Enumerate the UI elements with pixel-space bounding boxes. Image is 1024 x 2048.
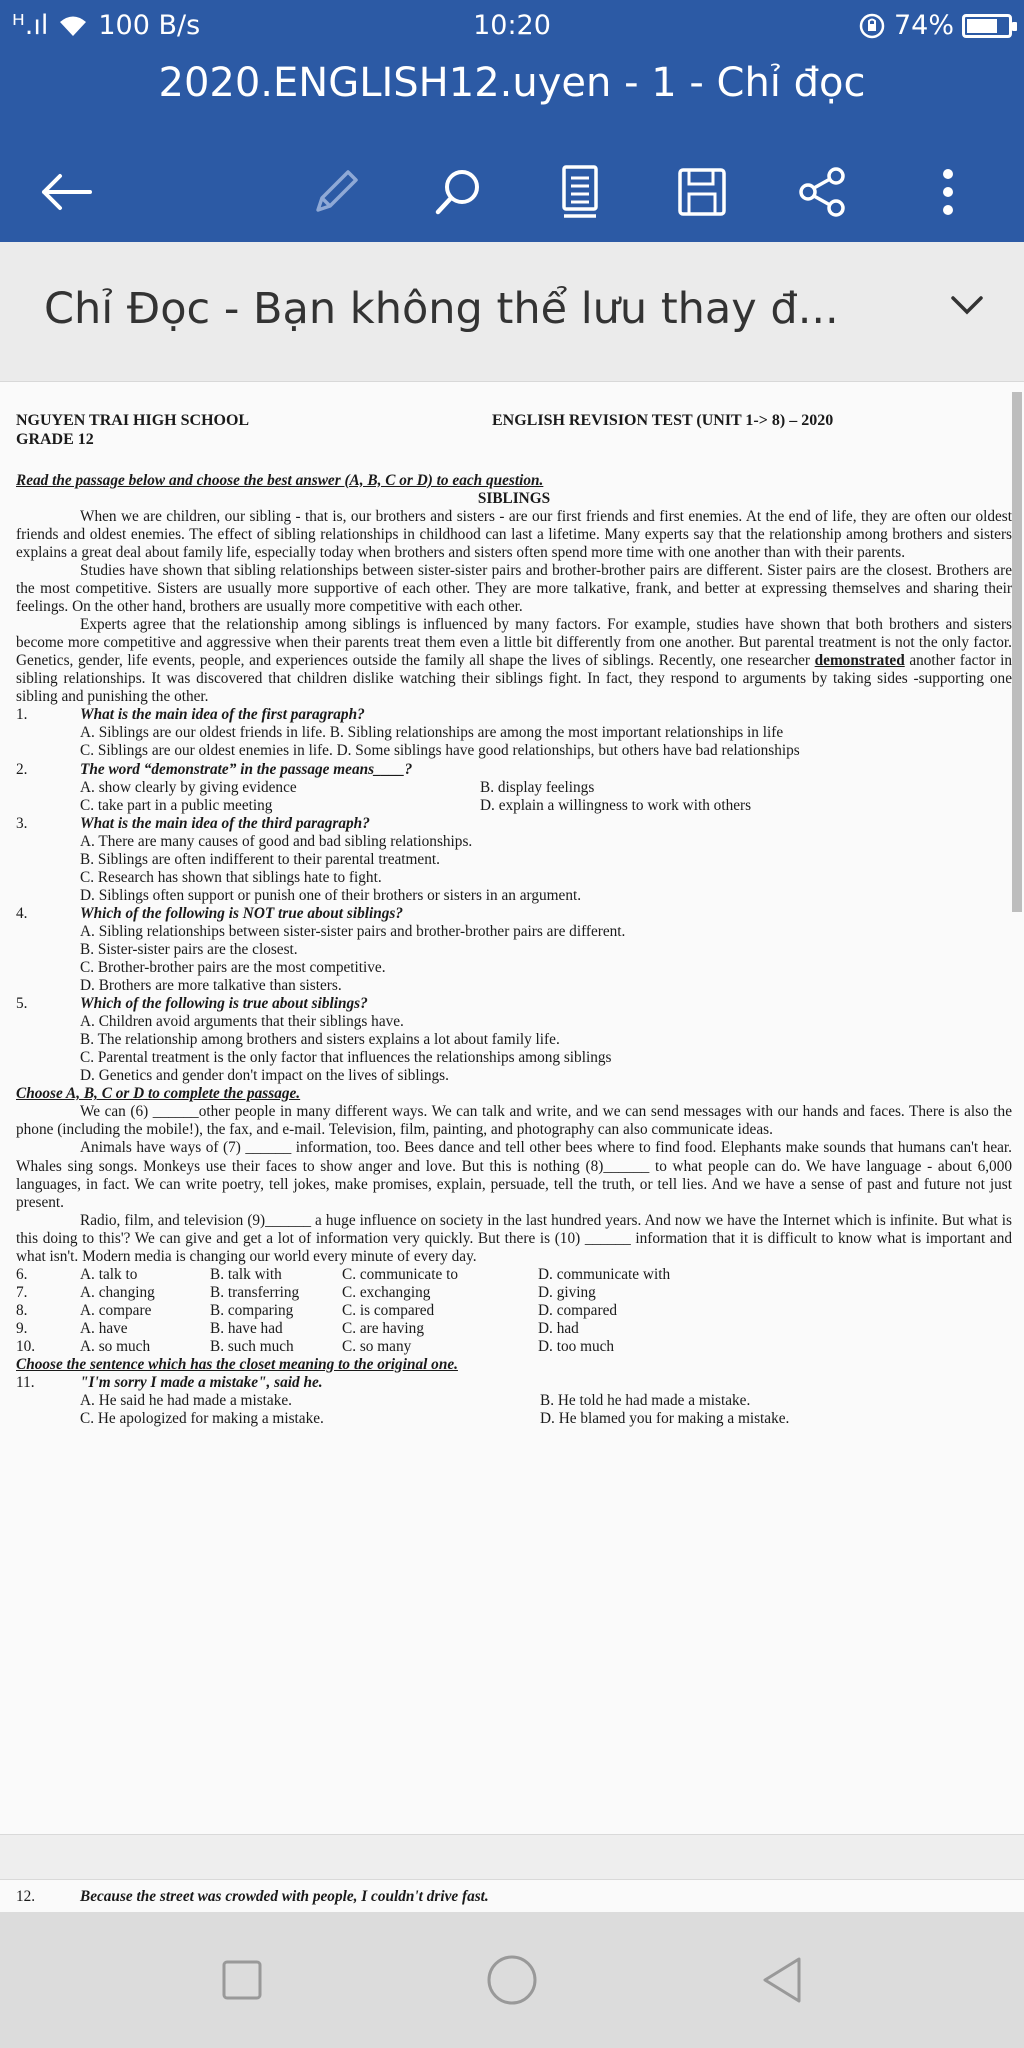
- school-name: NGUYEN TRAI HIGH SCHOOL: [16, 412, 250, 429]
- q3-option-d: D. Siblings often support or punish one of their brothers or sisters in an argument.: [80, 886, 582, 904]
- status-right: [858, 10, 1012, 41]
- document-page[interactable]: [0, 382, 1024, 1912]
- question-3: 3. What is the main idea of the third paragraph?: [16, 814, 370, 832]
- search-button[interactable]: [418, 152, 498, 232]
- back-button[interactable]: [26, 152, 106, 232]
- q5-option-d: D. Genetics and gender don't impact on the lives of siblings.: [80, 1067, 449, 1085]
- search-icon: [432, 166, 484, 218]
- scroll-indicator[interactable]: [1012, 392, 1022, 912]
- document-content: [16, 412, 1012, 1428]
- question-11: 11. "I'm sorry I made a mistake", said he.: [16, 1374, 323, 1392]
- question-2: 2. The word “demonstrate” in the passage means____?: [16, 760, 413, 778]
- share-button[interactable]: [782, 152, 862, 232]
- read-only-banner[interactable]: [0, 242, 1024, 382]
- grade-label: GRADE 12: [16, 430, 94, 448]
- status-bar: [0, 0, 1024, 52]
- q11-options-row2: C. He apologized for making a mistake. D. He blamed you for making a mistake.: [80, 1410, 790, 1428]
- q4-option-c: C. Brother-brother pairs are the most competitive.: [80, 959, 386, 977]
- instruction-rewrite: Choose the sentence which has the closet meaning to the original one.: [16, 1356, 458, 1374]
- edit-button[interactable]: [296, 152, 376, 232]
- q3-option-c: C. Research has shown that siblings hate to fight.: [80, 868, 382, 886]
- q2-options-row2: C. take part in a public meeting D. explain a willingness to work with others: [80, 796, 752, 814]
- instruction-cloze: Choose A, B, C or D to complete the passage.: [16, 1085, 301, 1103]
- question-1: 1. What is the main idea of the first paragraph?: [16, 706, 365, 724]
- q5-option-b: B. The relationship among brothers and sisters explains a lot about family life.: [80, 1031, 560, 1049]
- read-only-message: Chỉ Đọc - Bạn không thể lưu thay đ...: [44, 284, 839, 334]
- triangle-back-icon: [759, 1955, 805, 2005]
- battery-fill: [967, 19, 997, 33]
- save-button[interactable]: [662, 152, 742, 232]
- q11-options-row1: A. He said he had made a mistake. B. He told he had made a mistake.: [80, 1392, 751, 1410]
- recents-button[interactable]: [212, 1950, 272, 2010]
- battery-percent: 74%: [893, 10, 954, 41]
- network-speed: 100 B/s: [98, 10, 201, 41]
- circle-icon: [485, 1953, 539, 2007]
- document-view-icon: [560, 164, 600, 220]
- choice-row-6: 6. A. talk to B. talk with C. communicate to D. communicate with: [16, 1265, 671, 1283]
- choice-row-10: 10. A. so much B. such much C. so many D. too much: [16, 1338, 615, 1355]
- q4-option-d: D. Brothers are more talkative than sisters.: [80, 977, 342, 995]
- more-vertical-icon: [940, 166, 956, 218]
- cloze-paragraph-3: Radio, film, and television (9)______ a huge influence on society in the last hundred years. And now we have the Internet which is infinite. But what is this doing to this'? We can give and get a lot of information very quickly. But there is (10) ______ information that it is difficult to know what is important and what isn't. Modern media is changing our world every minute of every day.: [16, 1211, 1012, 1265]
- cloze-paragraph-2: Animals have ways of (7) ______ information, too. Bees dance and tell other bees where to find food. Elephants make sounds that humans can't hear. Whales sing songs. Monkeys use their faces to show anger and love. But this is nothing (8)______ to what people can do. We have language - about 6,000 languages, in fact. We can write poetry, tell jokes, make promises, explain, persuade, tell the truth, or tell lies. And we have a sense of past and future not just present.: [16, 1139, 1012, 1211]
- q3-option-b: B. Siblings are often indifferent to their parental treatment.: [80, 850, 440, 868]
- signal-icon: ᴴ.ıl: [12, 10, 49, 41]
- highlight-word: demonstrated: [814, 652, 905, 670]
- cloze-paragraph-1: We can (6) ______other people in many different ways. We can talk and write, and we can send messages with our hands and faces. There is also the phone (including the mobile!), the fax, and e-mail. Television, film, painting, and photography can also communicate ideas.: [16, 1103, 1012, 1139]
- q4-option-b: B. Sister-sister pairs are the closest.: [80, 940, 298, 958]
- q5-option-a: A. Children avoid arguments that their siblings have.: [80, 1013, 404, 1031]
- q5-option-c: C. Parental treatment is the only factor that influences the relationships among siblings: [80, 1049, 612, 1067]
- choice-row-7: 7. A. changing B. transferring C. exchanging D. giving: [16, 1283, 596, 1301]
- q3-option-a: A. There are many causes of good and bad sibling relationships.: [80, 832, 473, 850]
- back-nav-button[interactable]: [752, 1950, 812, 2010]
- chevron-down-icon[interactable]: [950, 294, 984, 316]
- question-12: 12. Because the street was crowded with people, I couldn't drive fast.: [16, 1888, 489, 1905]
- instruction-reading: Read the passage below and choose the best answer (A, B, C or D) to each question.: [16, 471, 544, 489]
- q1-options-cd: C. Siblings are our oldest enemies in life. D. Some siblings have good relationships, but others have bad relationships: [80, 742, 800, 760]
- question-5: 5. Which of the following is true about siblings?: [16, 995, 368, 1013]
- app-header: [0, 52, 1024, 242]
- paragraph-2: Studies have shown that sibling relationships between sister-sister pairs and brother-brother pairs are different. Sister pairs are the closest. Brothers are the most competitive. Sisters are usually more supportive of each other. They are more talkative, frank, and better at expressing themselves and sharing their feelings. On the other hand, brothers are usually more competitive with each other.: [16, 561, 1012, 616]
- q2-options-row1: A. show clearly by giving evidence B. display feelings: [80, 778, 595, 796]
- choice-row-9: 9. A. have B. have had C. are having D. had: [16, 1319, 579, 1337]
- arrow-left-icon: [38, 172, 94, 212]
- home-button[interactable]: [482, 1950, 542, 2010]
- document-title: 2020.ENGLISH12.uyen - 1 - Chỉ đọc: [158, 60, 866, 106]
- status-time: 10:20: [473, 10, 551, 41]
- document-header: [16, 412, 1012, 450]
- q4-option-a: A. Sibling relationships between sister-sister pairs and brother-brother pairs are different.: [80, 922, 626, 940]
- paragraph-1: When we are children, our sibling - that is, our brothers and sisters - are our first friends and first enemies. At the end of life, they are often our oldest friends and oldest enemies. The effect of sibling relationships in childhood can last a lifetime. Many experts say that the relationship among brothers and sisters explains a great deal about family life, especially today when brothers and sisters often spend more time with one another than with their parents.: [16, 507, 1012, 561]
- rotation-lock-icon: [858, 12, 886, 40]
- more-options-button[interactable]: [908, 152, 988, 232]
- q1-options-ab: A. Siblings are our oldest friends in life. B. Sibling relationships are among the most important relationships in life: [80, 724, 784, 742]
- question-4: 4. Which of the following is NOT true about siblings?: [16, 904, 403, 922]
- passage-title: SIBLINGS: [477, 489, 551, 507]
- system-nav-bar: [0, 1912, 1024, 2048]
- save-icon: [676, 166, 728, 218]
- choice-row-8: 8. A. compare B. comparing C. is compared D. compared: [16, 1301, 618, 1319]
- pencil-icon: [310, 166, 362, 218]
- paragraph-3: Experts agree that the relationship among siblings is influenced by many factors. For example, studies have shown that both brothers and sisters become more competitive and aggressive when their parents treat them even a little bit differently from one another. But parental treatment is not the only factor. Genetics, gender, life events, people, and experiences outside the family all shape the lives of siblings. Recently, one researcher demonstrated another factor in sibling relationships. It was discovered that children dislike watching their siblings fight. In fact, they respond to arguments by taking sides -supporting one sibling and punishing the other.: [16, 616, 1012, 706]
- share-icon: [796, 166, 848, 218]
- toolbar: [0, 152, 1024, 232]
- reading-view-button[interactable]: [540, 152, 620, 232]
- test-title: ENGLISH REVISION TEST (UNIT 1-> 8) – 2020: [492, 412, 834, 429]
- square-icon: [220, 1958, 264, 2002]
- battery-icon: [962, 14, 1012, 38]
- page-break: [0, 1834, 1024, 1880]
